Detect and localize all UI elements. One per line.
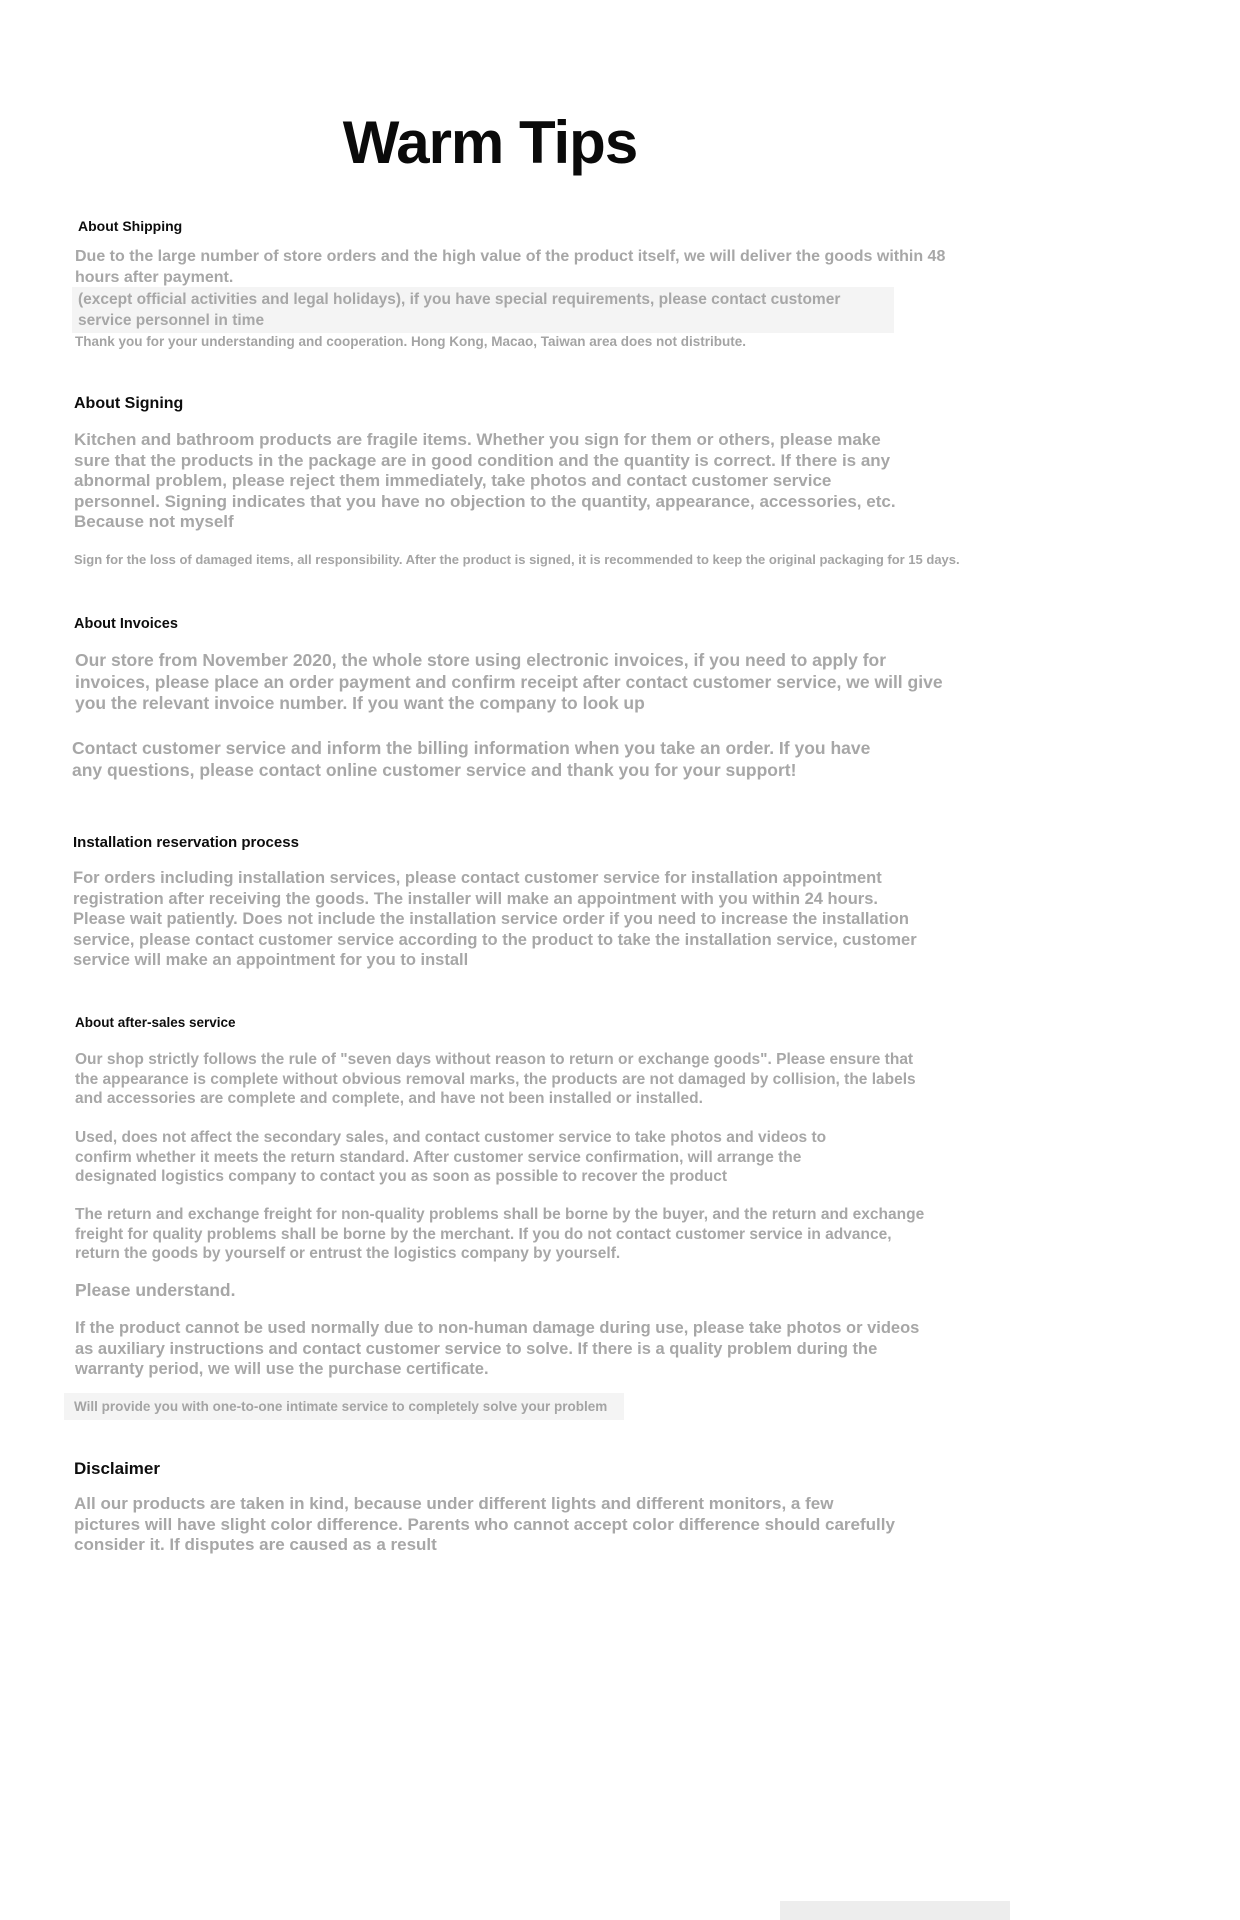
installation-section-heading: Installation reservation process <box>73 834 299 851</box>
shipping-paragraph-1: Due to the large number of store orders and the high value of the product itself, we will deliver the goods within 48 hours after payment. <box>75 248 946 286</box>
invoices-paragraph-1: Our store from November 2020, the whole store using electronic invoices, if you need to apply for invoices, please place an order payment and confirm receipt after contact customer service, we will give you the relevant invoice number. If you want the company to look up <box>75 650 943 713</box>
disclaimer-paragraph-1: All our products are taken in kind, because under different lights and different monitors, a few pictures will have slight color difference. Parents who cannot accept color difference should carefully consider it. If disputes are caused as a result <box>74 1494 895 1554</box>
installation-paragraph-1: For orders including installation services, please contact customer service for installation appointment registration after receiving the goods. The installer will make an appointment with you within 24 hours. Please wait patiently. Does not include the installation service order if you need to increase the installation service, please contact customer service according to the product to take the installation service, customer service will make an appointment for you to install <box>73 869 917 969</box>
aftersales-please-understand: Please understand. <box>75 1280 236 1300</box>
shipping-section-heading: About Shipping <box>78 218 183 234</box>
disclaimer-section-heading: Disclaimer <box>74 1459 160 1478</box>
shipping-note: Thank you for your understanding and cooperation. Hong Kong, Macao, Taiwan area does not distribute. <box>75 334 747 349</box>
invoices-paragraph-2: Contact customer service and inform the billing information when you take an order. If you have any questions, please contact online customer service and thank you for your support! <box>72 738 871 780</box>
aftersales-paragraph-5: If the product cannot be used normally due to non-human damage during use, please take photos or videos as auxiliary instructions and contact customer service to solve. If there is a quality problem during the warranty period, we will use the purchase certificate. <box>75 1319 920 1378</box>
signing-note: Sign for the loss of damaged items, all responsibility. After the product is signed, it is recommended to keep the original packaging for 15 days. <box>74 552 960 567</box>
invoices-section-heading: About Invoices <box>74 616 178 632</box>
signing-section-heading: About Signing <box>74 395 184 412</box>
aftersales-paragraph-3: The return and exchange freight for non-quality problems shall be borne by the buyer, and the return and exchange freight for quality problems shall be borne by the merchant. If you do not contact customer service in advance, return the goods by yourself or entrust the logistics company by yourself. <box>75 1206 925 1262</box>
aftersales-section-heading: About after-sales service <box>75 1015 236 1030</box>
aftersales-paragraph-2: Used, does not affect the secondary sales, and contact customer service to take photos and videos to confirm whether it meets the return standard. After customer service confirmation, will arrange the designated logistics company to contact you as soon as possible to recover the product <box>75 1129 827 1185</box>
aftersales-paragraph-1: Our shop strictly follows the rule of "seven days without reason to return or exchange goods". Please ensure that the appearance is complete without obvious removal marks, the products are not damaged by collision, the labels and accessories are complete and complete, and have not been installed or installed. <box>75 1051 916 1107</box>
signing-paragraph-1: Kitchen and bathroom products are fragile items. Whether you sign for them or others, please make sure that the products in the package are in good condition and the quantity is correct. If there is any abnormal problem, please reject them immediately, take photos and contact customer service personnel. Signing indicates that you have no objection to the quantity, appearance, accessories, etc. Because not myself <box>74 430 896 532</box>
page-title: Warm Tips <box>342 109 638 177</box>
aftersales-service-promise: Will provide you with one-to-one intimate service to completely solve your problem <box>64 1393 624 1420</box>
bottom-artifact-strip <box>780 1901 1010 1920</box>
shipping-paragraph-2: (except official activities and legal holidays), if you have special requirements, please contact customer service personnel in time <box>72 287 894 333</box>
